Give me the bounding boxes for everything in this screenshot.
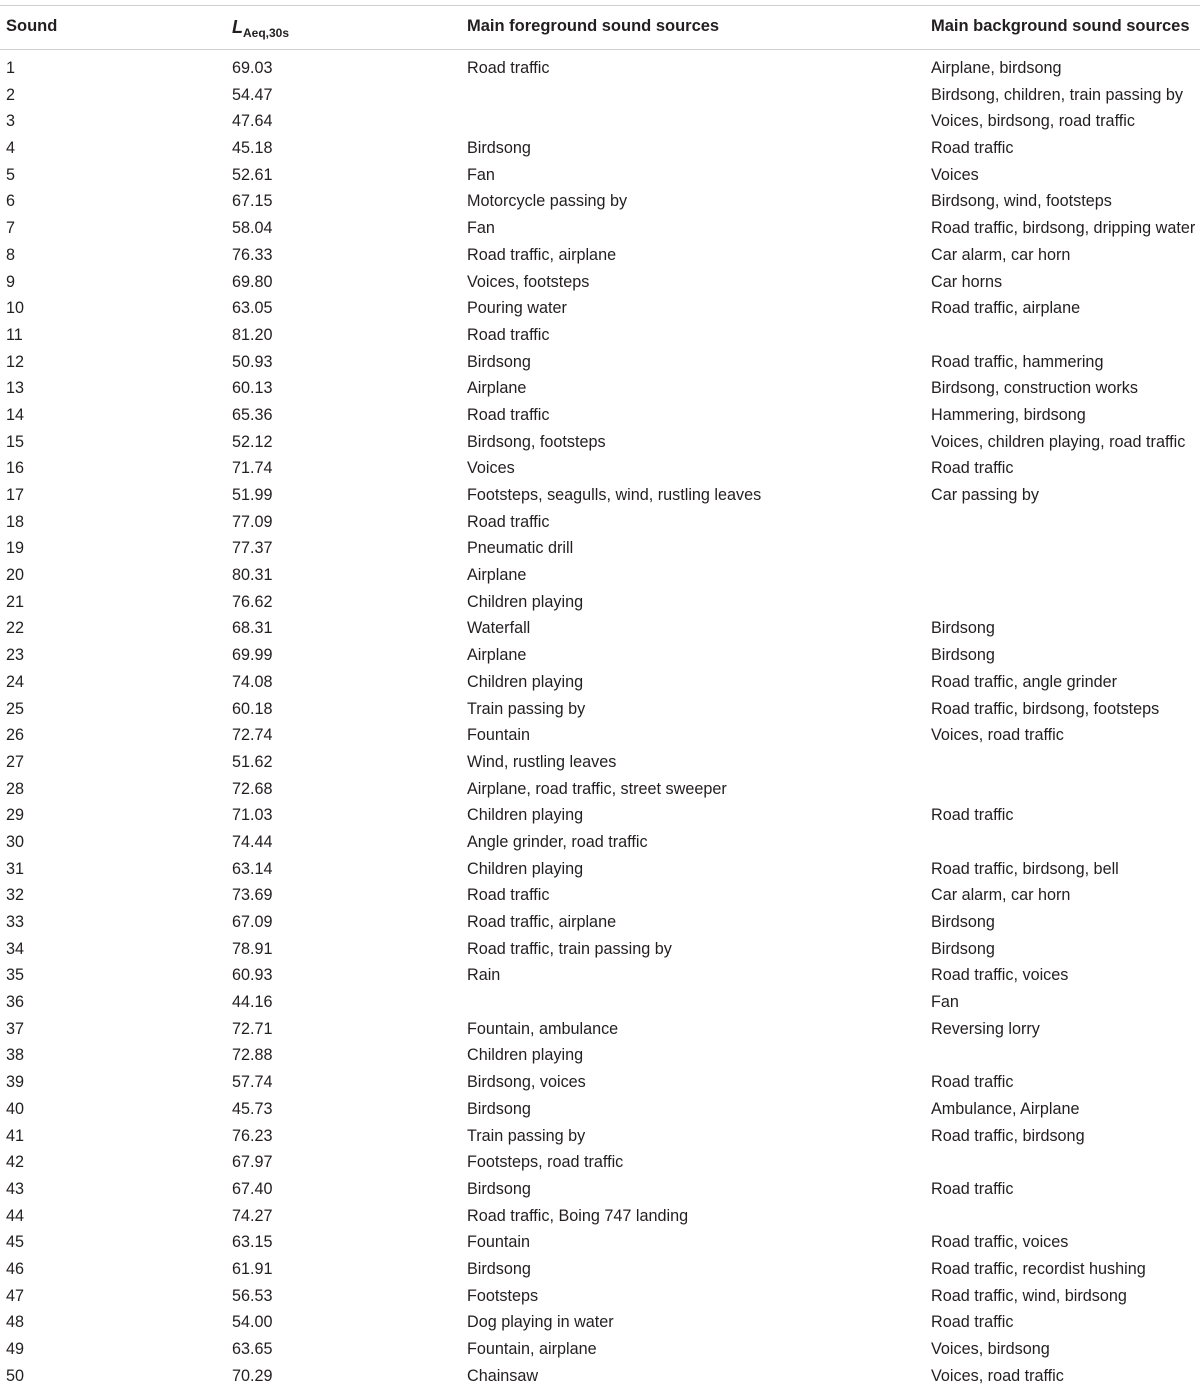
cell-foreground: Pneumatic drill	[467, 539, 574, 558]
cell-laeq: 56.53	[232, 1286, 273, 1305]
cell-foreground: Airplane	[467, 379, 527, 398]
header-sound: Sound	[6, 17, 58, 35]
cell-sound: 3	[6, 112, 16, 131]
cell-background: Birdsong	[931, 913, 995, 931]
cell-background: Ambulance, Airplane	[931, 1099, 1080, 1118]
cell-laeq: 68.31	[232, 619, 273, 638]
table-row	[0, 56, 1200, 83]
cell-background: Voices	[931, 165, 979, 184]
cell-laeq: 77.37	[232, 539, 273, 558]
cell-laeq: 70.29	[232, 1366, 273, 1385]
cell-laeq: 51.62	[232, 752, 273, 771]
cell-laeq: 47.64	[232, 112, 273, 131]
cell-laeq: 69.03	[232, 59, 273, 77]
cell-foreground: Rain	[467, 966, 501, 985]
table-row	[0, 1177, 1200, 1204]
cell-foreground: Fan	[467, 165, 495, 184]
cell-foreground: Footsteps, seagulls, wind, rustling leaves	[467, 486, 762, 504]
cell-sound: 35	[6, 966, 25, 985]
cell-background: Voices, birdsong, road traffic	[931, 112, 1135, 131]
cell-sound: 23	[6, 646, 25, 665]
cell-sound: 49	[6, 1340, 25, 1358]
cell-sound: 20	[6, 566, 25, 585]
cell-laeq: 67.09	[232, 913, 273, 931]
table-row	[0, 136, 1200, 163]
table-row	[0, 376, 1200, 403]
cell-foreground: Birdsong, footsteps	[467, 432, 606, 451]
cell-background: Voices, road traffic	[931, 726, 1064, 745]
table-row	[0, 937, 1200, 964]
cell-sound: 39	[6, 1073, 25, 1092]
cell-foreground: Angle grinder, road traffic	[467, 832, 648, 851]
cell-sound: 9	[6, 272, 16, 291]
cell-sound: 29	[6, 806, 25, 825]
table-row	[0, 323, 1200, 350]
cell-sound: 45	[6, 1233, 25, 1252]
cell-foreground: Road traffic	[467, 886, 550, 905]
cell-background: Birdsong	[931, 619, 995, 638]
cell-background: Airplane, birdsong	[931, 59, 1062, 77]
cell-foreground: Children playing	[467, 806, 584, 825]
cell-foreground: Waterfall	[467, 619, 531, 638]
cell-background: Birdsong	[931, 939, 995, 958]
table-body	[0, 56, 1200, 1390]
cell-foreground: Fountain, ambulance	[467, 1019, 619, 1038]
table-row	[0, 830, 1200, 857]
table-row	[0, 1124, 1200, 1151]
table-row	[0, 697, 1200, 724]
cell-foreground: Road traffic	[467, 512, 550, 531]
cell-sound: 17	[6, 486, 25, 504]
cell-background: Road traffic, voices	[931, 1233, 1069, 1252]
cell-laeq: 65.36	[232, 405, 273, 424]
cell-laeq: 72.71	[232, 1019, 273, 1038]
cell-laeq: 71.74	[232, 459, 273, 478]
cell-foreground: Train passing by	[467, 699, 586, 718]
cell-foreground: Birdsong	[467, 1179, 531, 1198]
table-row	[0, 1204, 1200, 1231]
cell-laeq: 76.62	[232, 592, 273, 611]
table-row	[0, 510, 1200, 537]
cell-laeq: 60.13	[232, 379, 273, 398]
cell-sound: 4	[6, 139, 16, 158]
cell-foreground: Chainsaw	[467, 1366, 539, 1385]
cell-laeq: 78.91	[232, 939, 273, 958]
cell-laeq: 45.73	[232, 1099, 273, 1118]
cell-sound: 15	[6, 432, 25, 451]
table-row	[0, 857, 1200, 884]
cell-background: Voices, road traffic	[931, 1366, 1064, 1385]
cell-foreground: Fountain, airplane	[467, 1340, 597, 1358]
cell-laeq: 76.33	[232, 245, 273, 264]
table-row	[0, 563, 1200, 590]
cell-foreground: Children playing	[467, 672, 584, 691]
cell-sound: 36	[6, 993, 25, 1012]
cell-laeq: 52.61	[232, 165, 273, 184]
cell-background: Road traffic, birdsong, dripping water	[931, 219, 1196, 238]
cell-foreground: Road traffic	[467, 405, 550, 424]
cell-background: Road traffic	[931, 806, 1014, 825]
cell-laeq: 67.15	[232, 192, 273, 211]
cell-foreground: Road traffic, airplane	[467, 913, 617, 931]
cell-foreground: Voices	[467, 459, 515, 478]
cell-sound: 12	[6, 352, 25, 371]
cell-background: Voices, children playing, road traffic	[931, 432, 1186, 451]
table-row	[0, 1310, 1200, 1337]
cell-background: Road traffic, birdsong, footsteps	[931, 699, 1160, 718]
cell-laeq: 54.47	[232, 85, 273, 104]
table-row	[0, 296, 1200, 323]
cell-background: Road traffic, airplane	[931, 299, 1081, 318]
cell-sound: 33	[6, 913, 25, 931]
cell-laeq: 69.80	[232, 272, 273, 291]
table-row	[0, 1257, 1200, 1284]
cell-background: Road traffic	[931, 1073, 1014, 1092]
header-foreground: Main foreground sound sources	[467, 17, 720, 35]
cell-foreground: Airplane	[467, 646, 527, 665]
cell-background: Fan	[931, 993, 959, 1012]
cell-laeq: 71.03	[232, 806, 273, 825]
cell-foreground: Birdsong	[467, 1099, 531, 1118]
cell-foreground: Fountain	[467, 1233, 530, 1252]
cell-background: Road traffic	[931, 139, 1014, 158]
table-row	[0, 1284, 1200, 1311]
cell-foreground: Children playing	[467, 1046, 584, 1065]
cell-background: Road traffic, voices	[931, 966, 1069, 985]
table-row	[0, 1097, 1200, 1124]
cell-foreground: Fountain	[467, 726, 530, 745]
cell-sound: 50	[6, 1366, 25, 1385]
table-row	[0, 270, 1200, 297]
cell-background: Reversing lorry	[931, 1019, 1040, 1038]
cell-foreground: Birdsong	[467, 1259, 531, 1278]
cell-foreground: Footsteps	[467, 1286, 539, 1305]
cell-foreground: Footsteps, road traffic	[467, 1153, 624, 1172]
table-row	[0, 1364, 1200, 1390]
table-row	[0, 803, 1200, 830]
cell-sound: 19	[6, 539, 25, 558]
table-row	[0, 430, 1200, 457]
header-laeq-symbol: L	[232, 17, 243, 37]
table-row	[0, 750, 1200, 777]
cell-sound: 47	[6, 1286, 25, 1305]
cell-laeq: 67.97	[232, 1153, 273, 1172]
cell-laeq: 45.18	[232, 139, 273, 158]
cell-sound: 38	[6, 1046, 25, 1065]
cell-sound: 25	[6, 699, 25, 718]
cell-sound: 42	[6, 1153, 25, 1172]
cell-background: Car alarm, car horn	[931, 886, 1071, 905]
header-background: Main background sound sources	[931, 17, 1190, 35]
cell-sound: 32	[6, 886, 25, 905]
cell-foreground: Road traffic, train passing by	[467, 939, 672, 958]
cell-sound: 43	[6, 1179, 25, 1198]
table-header	[0, 5, 1200, 50]
table-row	[0, 1150, 1200, 1177]
table-row	[0, 536, 1200, 563]
cell-laeq: 74.08	[232, 672, 273, 691]
cell-sound: 44	[6, 1206, 25, 1225]
table-row	[0, 1337, 1200, 1364]
cell-foreground: Children playing	[467, 592, 584, 611]
table-row	[0, 990, 1200, 1017]
cell-laeq: 74.27	[232, 1206, 273, 1225]
cell-background: Road traffic, birdsong	[931, 1126, 1085, 1145]
cell-laeq: 51.99	[232, 486, 273, 504]
table-row	[0, 243, 1200, 270]
cell-foreground: Fan	[467, 219, 495, 238]
header-laeq	[232, 17, 289, 40]
cell-laeq: 72.74	[232, 726, 273, 745]
cell-foreground: Wind, rustling leaves	[467, 752, 617, 771]
cell-sound: 22	[6, 619, 25, 638]
cell-foreground: Train passing by	[467, 1126, 586, 1145]
cell-laeq: 73.69	[232, 886, 273, 905]
table-row	[0, 670, 1200, 697]
cell-laeq: 57.74	[232, 1073, 273, 1092]
cell-background: Road traffic	[931, 1313, 1014, 1332]
table-row	[0, 350, 1200, 377]
table-row	[0, 616, 1200, 643]
cell-background: Road traffic	[931, 1179, 1014, 1198]
cell-laeq: 77.09	[232, 512, 273, 531]
cell-sound: 31	[6, 859, 25, 878]
cell-laeq: 63.14	[232, 859, 273, 878]
table-row	[0, 883, 1200, 910]
cell-foreground: Pouring water	[467, 299, 567, 318]
cell-background: Birdsong, construction works	[931, 379, 1138, 398]
cell-background: Road traffic, hammering	[931, 352, 1104, 371]
cell-background: Birdsong, children, train passing by	[931, 85, 1183, 104]
cell-foreground: Road traffic, Boing 747 landing	[467, 1206, 689, 1225]
table-row	[0, 483, 1200, 510]
cell-foreground: Voices, footsteps	[467, 272, 590, 291]
cell-sound: 11	[6, 325, 23, 344]
cell-foreground: Dog playing in water	[467, 1313, 614, 1332]
cell-background: Road traffic, recordist hushing	[931, 1259, 1146, 1278]
cell-sound: 48	[6, 1313, 25, 1332]
table-row	[0, 403, 1200, 430]
table-row	[0, 963, 1200, 990]
cell-laeq: 80.31	[232, 566, 273, 585]
cell-laeq: 76.23	[232, 1126, 273, 1145]
table-row	[0, 109, 1200, 136]
table-row	[0, 1043, 1200, 1070]
cell-laeq: 81.20	[232, 325, 273, 344]
cell-sound: 30	[6, 832, 25, 851]
cell-laeq: 63.65	[232, 1340, 273, 1358]
cell-sound: 26	[6, 726, 25, 745]
cell-sound: 16	[6, 459, 25, 478]
cell-laeq: 61.91	[232, 1259, 273, 1278]
table-row	[0, 1230, 1200, 1257]
cell-foreground: Birdsong	[467, 352, 531, 371]
cell-laeq: 67.40	[232, 1179, 273, 1198]
cell-laeq: 44.16	[232, 993, 273, 1012]
cell-foreground: Road traffic, airplane	[467, 245, 617, 264]
cell-sound: 34	[6, 939, 25, 958]
table-row	[0, 590, 1200, 617]
cell-laeq: 58.04	[232, 219, 273, 238]
cell-sound: 18	[6, 512, 25, 531]
cell-background: Road traffic, wind, birdsong	[931, 1286, 1127, 1305]
cell-laeq: 74.44	[232, 832, 273, 851]
cell-foreground: Road traffic	[467, 325, 550, 344]
cell-sound: 37	[6, 1019, 25, 1038]
cell-sound: 13	[6, 379, 25, 398]
cell-foreground: Children playing	[467, 859, 584, 878]
cell-background: Voices, birdsong	[931, 1340, 1050, 1358]
cell-background: Hammering, birdsong	[931, 405, 1086, 424]
table-row	[0, 83, 1200, 110]
cell-foreground: Road traffic	[467, 59, 550, 77]
cell-sound: 28	[6, 779, 25, 798]
cell-sound: 10	[6, 299, 25, 318]
cell-sound: 41	[6, 1126, 25, 1145]
cell-laeq: 60.18	[232, 699, 273, 718]
cell-sound: 21	[6, 592, 25, 611]
table-row	[0, 163, 1200, 190]
cell-sound: 14	[6, 405, 25, 424]
cell-sound: 27	[6, 752, 25, 771]
table-row	[0, 1070, 1200, 1097]
cell-background: Road traffic	[931, 459, 1014, 478]
cell-foreground: Birdsong	[467, 139, 531, 158]
table-row	[0, 456, 1200, 483]
cell-background: Car horns	[931, 272, 1003, 291]
cell-laeq: 72.68	[232, 779, 273, 798]
cell-sound: 6	[6, 192, 16, 211]
cell-background: Birdsong, wind, footsteps	[931, 192, 1112, 211]
cell-background: Road traffic, birdsong, bell	[931, 859, 1119, 878]
cell-foreground: Birdsong, voices	[467, 1073, 586, 1092]
cell-background: Car passing by	[931, 486, 1039, 504]
table-row	[0, 216, 1200, 243]
cell-sound: 40	[6, 1099, 25, 1118]
cell-laeq: 69.99	[232, 646, 273, 665]
cell-sound: 1	[6, 59, 16, 77]
cell-laeq: 63.05	[232, 299, 273, 318]
cell-sound: 8	[6, 245, 16, 264]
cell-background: Birdsong	[931, 646, 995, 665]
cell-foreground: Airplane	[467, 566, 527, 585]
cell-background: Car alarm, car horn	[931, 245, 1071, 264]
cell-laeq: 60.93	[232, 966, 273, 985]
cell-laeq: 52.12	[232, 432, 273, 451]
cell-laeq: 54.00	[232, 1313, 273, 1332]
table-row	[0, 723, 1200, 750]
cell-sound: 5	[6, 165, 16, 184]
header-laeq-subscript: Aeq,30s	[243, 26, 290, 40]
table-row	[0, 777, 1200, 804]
cell-sound: 24	[6, 672, 25, 691]
table-row	[0, 643, 1200, 670]
cell-sound: 46	[6, 1259, 25, 1278]
table-row	[0, 910, 1200, 937]
cell-laeq: 63.15	[232, 1233, 273, 1252]
table-row	[0, 189, 1200, 216]
cell-foreground: Airplane, road traffic, street sweeper	[467, 779, 727, 798]
cell-foreground: Motorcycle passing by	[467, 192, 628, 211]
cell-laeq: 50.93	[232, 352, 273, 371]
cell-background: Road traffic, angle grinder	[931, 672, 1117, 691]
cell-sound: 7	[6, 219, 16, 238]
cell-laeq: 72.88	[232, 1046, 273, 1065]
table-row	[0, 1017, 1200, 1044]
cell-sound: 2	[6, 85, 16, 104]
